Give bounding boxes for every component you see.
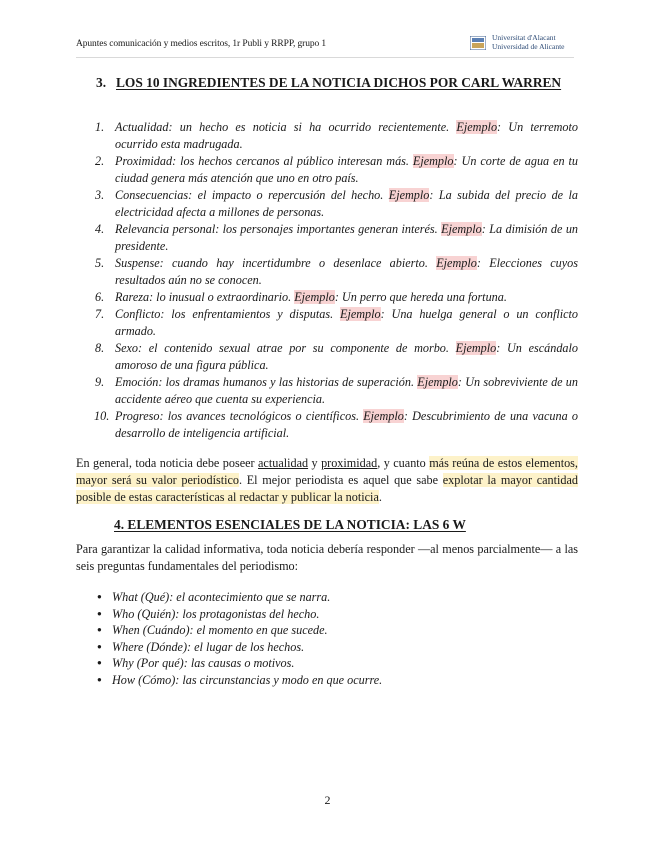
example-label: Ejemplo [412, 154, 454, 168]
example-label: Ejemplo [417, 375, 458, 389]
section-3-title-text: LOS 10 INGREDIENTES DE LA NOTICIA DICHOS POR CARL WARREN [116, 75, 562, 90]
item-text: Rareza: lo inusual o extraordinario. [115, 290, 295, 304]
item-number: 8. [95, 341, 105, 355]
item-number: 4. [95, 222, 105, 236]
example-text: : La subida del precio de la electricidad afecta a millones de personas. [115, 188, 578, 219]
example-text: : Un perro que hereda una fortuna. [334, 290, 507, 304]
list-item [76, 153, 578, 187]
item-number: 3. [95, 188, 105, 202]
list-item [76, 221, 578, 255]
list-item [76, 340, 578, 374]
item-text: Sexo: el contenido sexual atrae por su componente de morbo. [115, 341, 456, 355]
list-item [76, 306, 578, 340]
list-item: ● How (Cómo): las circunstancias y modo en que ocurre. [76, 672, 578, 689]
highlighted-text: más reúna de estos elementos, mayor será su valor periodístico [76, 456, 578, 487]
example-label: Ejemplo [388, 188, 430, 202]
example-text: : Elecciones cuyos resultados aún no se conocen. [115, 256, 579, 287]
item-text: Emoción: los dramas humanos y las historias de superación. [115, 375, 418, 389]
example-label: Ejemplo [455, 341, 497, 355]
example-text: : Un terremoto ocurrido esta madrugada. [115, 120, 578, 151]
section-4-title: 4. ELEMENTOS ESENCIALES DE LA NOTICIA: LAS 6 W [114, 517, 466, 532]
example-label: Ejemplo [340, 307, 381, 321]
summary-paragraph: En general, toda noticia debe poseer actualidad y proximidad, y cuanto más reúna de estos elementos, mayor será su valor periodístico. El mejor periodista es aquel que sabe explotar la mayor cantidad posible de estas características al redactar y publicar la noticia. [76, 456, 578, 504]
section-3-title [96, 75, 561, 91]
highlighted-text: explotar la mayor cantidad posible de estas características al redactar y publicar la noticia [76, 473, 578, 504]
item-text: Suspense: cuando hay incertidumbre o desenlace abierto. [115, 256, 437, 270]
item-number: 2. [95, 154, 105, 168]
underlined-actualidad: actualidad [258, 456, 309, 470]
list-item [76, 374, 578, 408]
item-text: Consecuencias: el impacto o repercusión del hecho. [115, 188, 389, 202]
item-text: Relevancia personal: los personajes importantes generan interés. [115, 222, 442, 236]
example-label: Ejemplo [456, 120, 498, 134]
example-label: Ejemplo [436, 256, 477, 270]
list-item: ● When (Cuándo): el momento en que sucede. [76, 622, 578, 639]
page-number: 2 [324, 793, 331, 807]
item-number: 9. [95, 375, 105, 389]
example-text: : La dimisión de un presidente. [115, 222, 579, 253]
logo-line-1: Universitat d'Alacant [492, 33, 556, 42]
list-item: ● What (Qué): el acontecimiento que se narra. [76, 589, 578, 606]
logo-line-2: Universidad de Alicante [492, 42, 565, 51]
item-number: 6. [95, 290, 105, 304]
item-number: 5. [95, 256, 105, 270]
university-emblem-icon [470, 36, 486, 50]
section-4-intro: Para garantizar la calidad informativa, toda noticia debería responder —al menos parcialmente— a las seis preguntas fundamentales del periodismo: [76, 542, 578, 573]
example-text: : Un corte de agua en tu ciudad genera más atención que uno en otro país. [115, 154, 578, 185]
example-label: Ejemplo [363, 409, 404, 423]
example-text: : Una huelga general o un conflicto armado. [115, 307, 579, 338]
item-text: Conflicto: los enfrentamientos y disputas. [115, 307, 340, 321]
item-number: 1. [95, 120, 105, 134]
item-text: Actualidad: un hecho es noticia si ha ocurrido recientemente. [115, 120, 457, 134]
item-number: 7. [95, 307, 105, 321]
list-item [76, 119, 578, 153]
header-text: Apuntes comunicación y medios escritos, 1r Publi y RRPP, grupo 1 [76, 39, 327, 49]
list-item [76, 255, 578, 289]
university-logo [470, 34, 574, 54]
list-item: ● Where (Dónde): el lugar de los hechos. [76, 639, 578, 656]
list-item [76, 408, 578, 442]
example-text: : Un sobreviviente de un accidente aéreo que cuenta su experiencia. [115, 375, 578, 406]
example-text: : Un escándalo amoroso de una figura pública. [115, 341, 579, 372]
item-number: 10. [94, 409, 110, 423]
example-text: : Descubrimiento de una vacuna o desarrollo de inteligencia artificial. [115, 409, 578, 440]
item-text: Progreso: los avances tecnológicos o científicos. [115, 409, 364, 423]
list-item: ● Why (Por qué): las causas o motivos. [76, 655, 578, 672]
list-item [76, 187, 578, 221]
example-label: Ejemplo [294, 290, 335, 304]
list-item [76, 289, 578, 306]
header-divider [76, 57, 574, 58]
ingredients-list [76, 119, 578, 442]
item-text: Proximidad: los hechos cercanos al público interesan más. [115, 154, 413, 168]
page-header [76, 33, 574, 58]
six-w-list [76, 589, 578, 689]
underlined-proximidad: proximidad [321, 456, 378, 470]
list-item: ● Who (Quién): los protagonistas del hecho. [76, 606, 578, 623]
example-label: Ejemplo [441, 222, 482, 236]
section-3-number: 3. [96, 75, 107, 90]
